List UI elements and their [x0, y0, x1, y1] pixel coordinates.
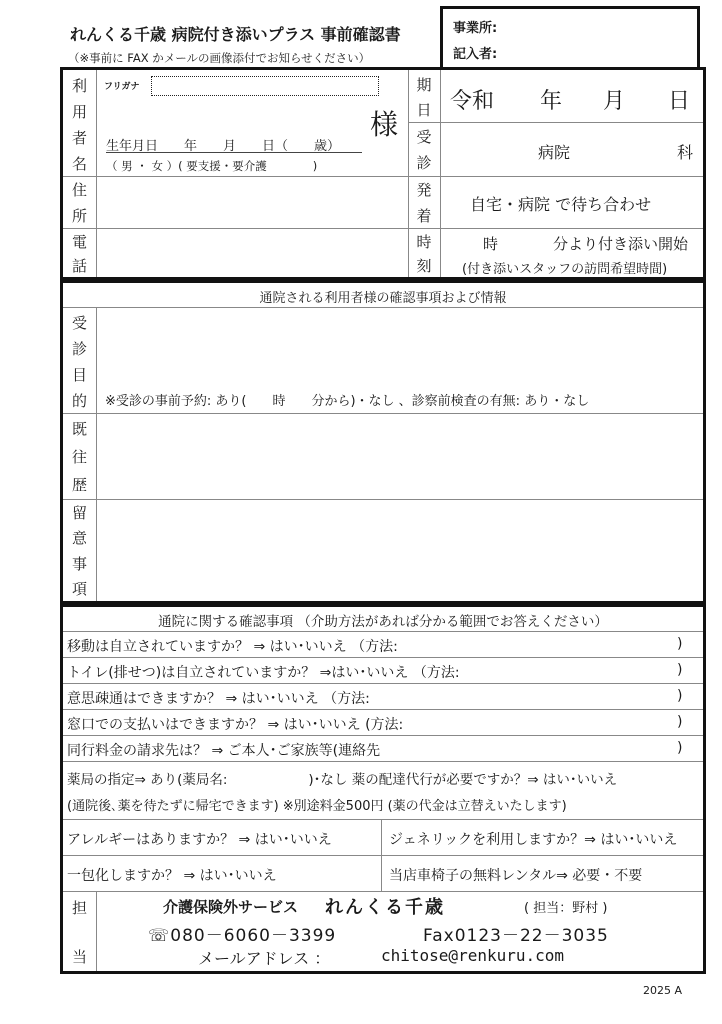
phone-icon: ☏	[148, 926, 171, 946]
email-label: メールアドレス ：	[198, 949, 331, 968]
document-title: れんくる千歳 病院付き添いプラス 事前確認書	[70, 25, 401, 44]
hospital-suffix: 病院	[538, 143, 571, 162]
medical-history-label: 既 往 歴	[71, 419, 87, 495]
office-label: 事業所:	[453, 21, 498, 36]
wheelchair-question[interactable]: 当店車椅子の無料レンタル⇒ 必要・不要	[389, 868, 643, 884]
time-hour-field[interactable]: 時	[483, 235, 499, 253]
furigana-input[interactable]	[151, 76, 379, 96]
date-year: 年	[540, 89, 563, 114]
contact-person: ( 担当：野村 )	[524, 901, 608, 916]
single-pack-question[interactable]: 一包化しますか？ ⇒ はい･いいえ	[67, 868, 277, 884]
time-label: 時 刻	[416, 232, 432, 275]
visit-purpose-label: 受 診 目 的	[71, 313, 87, 410]
question-mobility[interactable]: 移動は自立されていますか？ ⇒ はい･いいえ （方法:	[67, 639, 398, 655]
generic-question[interactable]: ジェネリックを利用しますか？⇒ はい･いいえ	[389, 832, 678, 848]
notes-input[interactable]	[98, 501, 701, 600]
question-toilet[interactable]: トイレ(排せつ)は自立されていますか？ ⇒はい･いいえ （方法:	[67, 665, 460, 681]
service-name: 介護保険外サービス	[163, 898, 299, 916]
phone-input[interactable]	[98, 230, 406, 276]
time-note: (付き添いスタッフの訪問希望時間)	[462, 262, 668, 277]
question-communication[interactable]: 意思疎通はできますか？ ⇒ はい･いいえ （方法:	[67, 691, 370, 707]
email-address[interactable]: chitose@renkuru.com	[381, 946, 565, 965]
date-era: 令和	[450, 89, 495, 114]
writer-label: 記入者:	[453, 47, 498, 62]
department-label: 受 診	[416, 127, 432, 173]
document-subtitle: （※事前に FAX かメールの画像添付でお知らせください）	[68, 51, 371, 65]
visit-purpose-input[interactable]	[98, 309, 701, 385]
address-input[interactable]	[98, 178, 406, 226]
version-label: 2025 A	[643, 984, 683, 997]
address-label: 住 所	[71, 181, 87, 225]
medical-history-input[interactable]	[98, 415, 701, 498]
meeting-label: 発 着	[416, 181, 432, 225]
birthdate-field[interactable]: 生年月日 年 月 日（ 歳）	[106, 139, 341, 154]
fax-number: Fax0123－22－3035	[423, 926, 609, 946]
date-month: 月	[603, 89, 626, 114]
gender-care-level-field[interactable]: （ 男 ・ 女 ）( 要支援・要介護 )	[106, 159, 318, 173]
info-section-title: 通院される利用者様の確認事項および情報	[259, 291, 507, 306]
visit-date-label: 期 日	[416, 76, 432, 119]
phone-number[interactable]: ☏080－6060－3399	[148, 926, 337, 946]
furigana-label: フリガナ	[104, 82, 140, 92]
time-minute-field[interactable]: 分より付き添い開始	[553, 235, 689, 253]
pharmacy-question[interactable]: 薬局の指定⇒ あり(薬局名: )･なし 薬の配達代行が必要ですか？⇒ はい･いいえ	[67, 772, 618, 788]
patient-name-label: 利 用 者 名	[71, 76, 87, 173]
contact-label: 担 当	[71, 899, 87, 966]
honorific-sama: 様	[370, 108, 399, 141]
date-day: 日	[668, 89, 691, 114]
brand-name: れんくる千歳	[325, 897, 445, 918]
question-payment[interactable]: 窓口での支払いはできますか？ ⇒ はい･いいえ (方法:	[67, 717, 404, 733]
confirm-section-title: 通院に関する確認事項 （介助方法があれば分かる範囲でお答えください）	[158, 614, 608, 630]
meeting-place-option[interactable]: 自宅・病院 で待ち合わせ	[470, 195, 652, 214]
reservation-note: ※受診の事前予約: あり( 時 分から)・なし 、診察前検査の有無: あり・なし	[105, 394, 590, 409]
phone-label: 電 話	[71, 232, 87, 275]
notes-label: 留 意 事 項	[71, 504, 87, 598]
office-box	[440, 6, 700, 70]
question-billing[interactable]: 同行料金の請求先は？ ⇒ ご本人･ご家族等(連絡先	[67, 743, 381, 759]
pharmacy-note: (通院後､薬を待たずに帰宅できます) ※別途料金500円 (薬の代金は立替えいたします)	[67, 799, 567, 814]
allergy-question[interactable]: アレルギーはありますか？ ⇒ はい･いいえ	[67, 832, 332, 848]
department-suffix: 科	[677, 143, 694, 162]
